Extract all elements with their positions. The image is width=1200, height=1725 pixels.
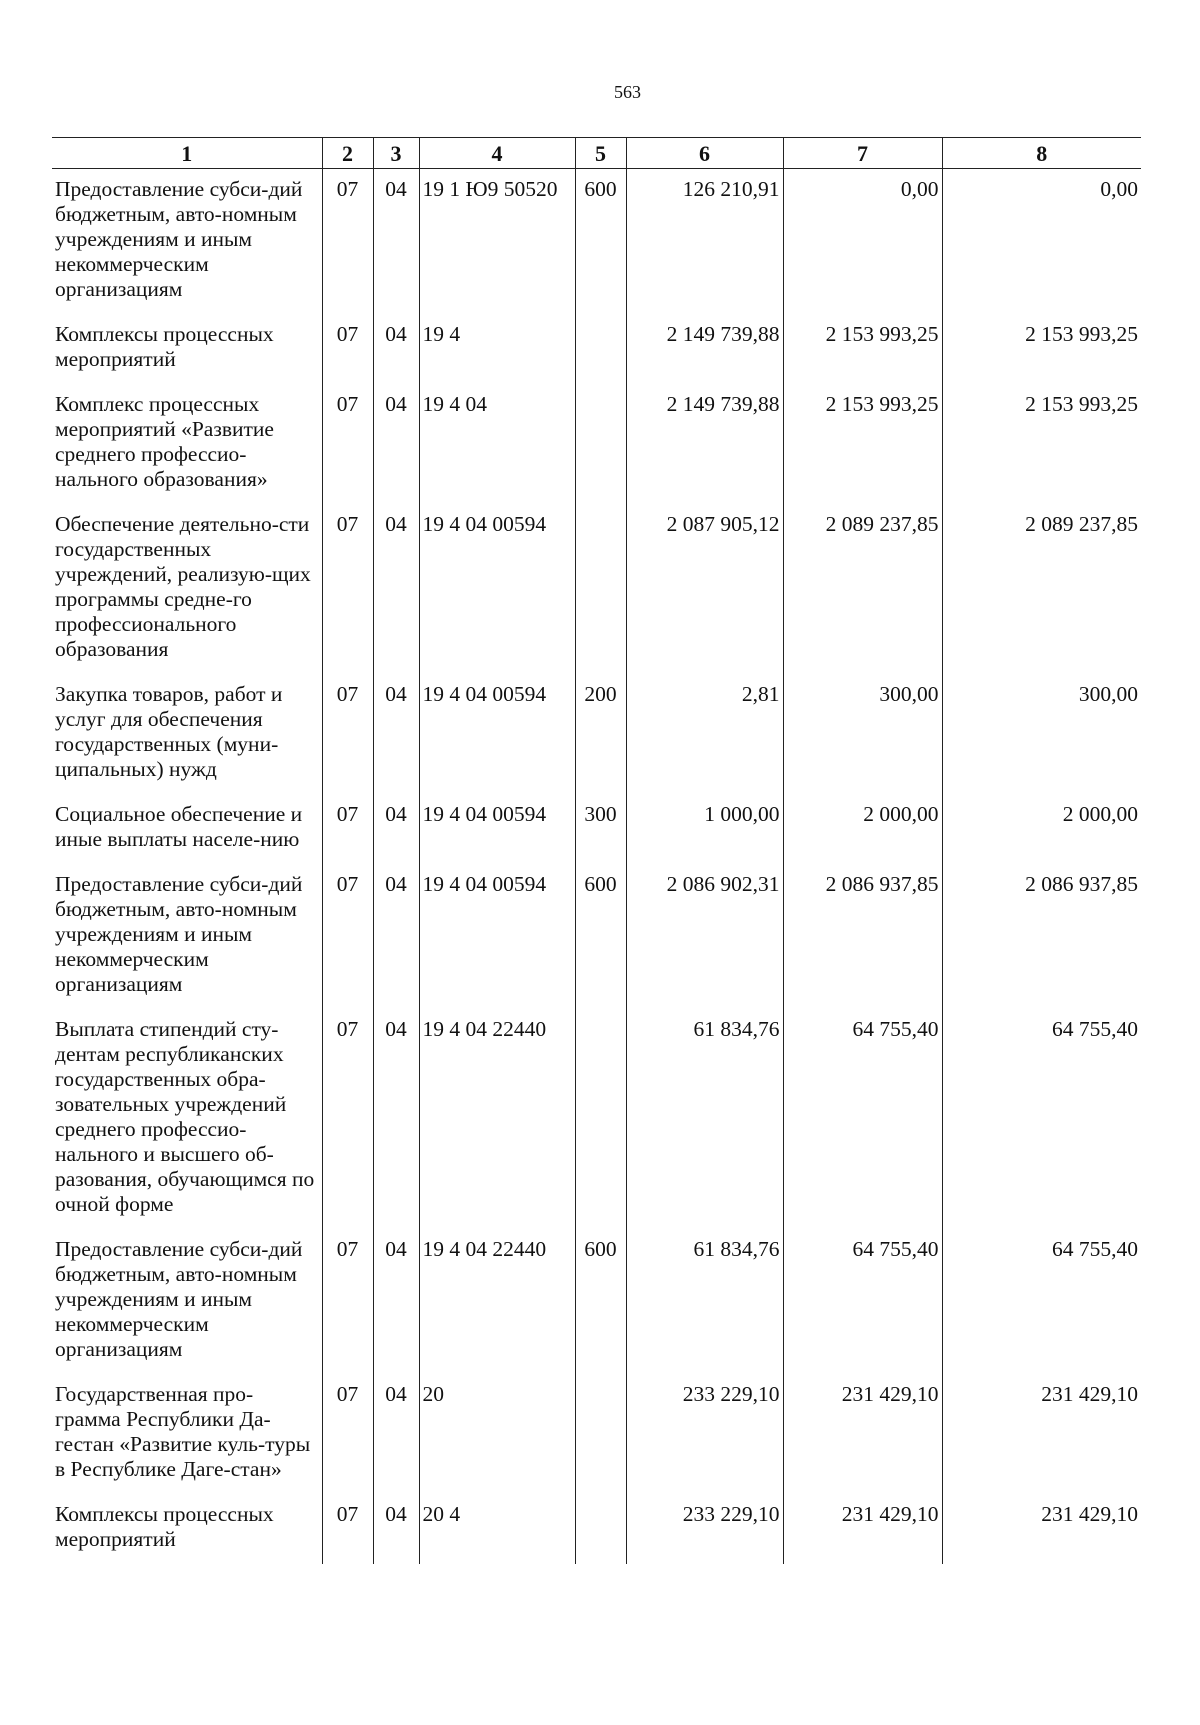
target-article-cell: 19 4 04 00594 xyxy=(419,864,575,1009)
table-row xyxy=(52,674,1141,794)
col-header-5: 5 xyxy=(575,138,626,169)
expense-name-cell: Социальное обеспечение и иные выплаты населе-нию xyxy=(55,802,303,851)
header-row xyxy=(52,138,1141,169)
section-code-cell: 07 xyxy=(322,169,373,315)
table-row xyxy=(52,1229,1141,1374)
table-row xyxy=(52,864,1141,1009)
amount-col6-cell: 233 229,10 xyxy=(626,1494,783,1564)
amount-col8-cell: 2 000,00 xyxy=(942,794,1141,864)
expense-name-cell: Выплата стипендий сту-дентам республиканских государственных обра-зовательных учреждений среднего профессио-нального и высшего об-разования, обучающимся по очной форме xyxy=(55,1017,315,1216)
table-row xyxy=(52,1374,1141,1494)
expense-name-cell: Закупка товаров, работ и услуг для обеспечения государственных (муни-ципальных) нужд xyxy=(55,682,283,781)
target-article-cell: 19 4 04 xyxy=(419,384,575,504)
subsection-code-cell: 04 xyxy=(373,674,419,794)
target-article-cell: 19 1 Ю9 50520 xyxy=(419,169,575,315)
target-article-cell: 20 xyxy=(419,1374,575,1494)
subsection-code-cell: 04 xyxy=(373,384,419,504)
expense-name-cell: Предоставление субси-дий бюджетным, авто-номным учреждениям и иным некоммерческим организациям xyxy=(55,872,303,996)
expense-type-cell: 600 xyxy=(575,1229,626,1374)
expense-name-cell: Комплекс процессных мероприятий «Развитие среднего профессио-нального образования» xyxy=(55,392,274,491)
expense-name-cell: Государственная про-грамма Республики Да-гестан «Развитие куль-туры в Республике Даге-стан» xyxy=(55,1382,311,1481)
expense-name-cell: Обеспечение деятельно-сти государственных учреждений, реализую-щих программы средне-го профессионального образования xyxy=(55,512,311,661)
amount-col6-cell: 2 087 905,12 xyxy=(626,504,783,674)
amount-col8-cell: 64 755,40 xyxy=(942,1009,1141,1229)
amount-col6-cell: 1 000,00 xyxy=(626,794,783,864)
section-code-cell: 07 xyxy=(322,504,373,674)
expense-type-cell xyxy=(575,1374,626,1494)
expense-type-cell xyxy=(575,384,626,504)
expense-name-cell: Предоставление субси-дий бюджетным, авто-номным учреждениям и иным некоммерческим организациям xyxy=(55,177,303,301)
col-header-2: 2 xyxy=(322,138,373,169)
subsection-code-cell: 04 xyxy=(373,864,419,1009)
amount-col7-cell: 2 086 937,85 xyxy=(783,864,942,1009)
table-row xyxy=(52,794,1141,864)
amount-col8-cell: 231 429,10 xyxy=(942,1494,1141,1564)
target-article-cell: 19 4 04 00594 xyxy=(419,794,575,864)
amount-col8-cell: 64 755,40 xyxy=(942,1229,1141,1374)
section-code-cell: 07 xyxy=(322,1009,373,1229)
amount-col6-cell: 2,81 xyxy=(626,674,783,794)
subsection-code-cell: 04 xyxy=(373,1009,419,1229)
amount-col7-cell: 2 089 237,85 xyxy=(783,504,942,674)
amount-col6-cell: 61 834,76 xyxy=(626,1009,783,1229)
amount-col6-cell: 61 834,76 xyxy=(626,1229,783,1374)
expense-type-cell: 300 xyxy=(575,794,626,864)
col-header-4: 4 xyxy=(419,138,575,169)
amount-col8-cell: 2 086 937,85 xyxy=(942,864,1141,1009)
col-header-7: 7 xyxy=(783,138,942,169)
section-code-cell: 07 xyxy=(322,314,373,384)
target-article-cell: 20 4 xyxy=(419,1494,575,1564)
amount-col7-cell: 231 429,10 xyxy=(783,1494,942,1564)
expense-name-cell: Комплексы процессных мероприятий xyxy=(55,322,274,371)
amount-col7-cell: 2 153 993,25 xyxy=(783,384,942,504)
target-article-cell: 19 4 04 22440 xyxy=(419,1229,575,1374)
section-code-cell: 07 xyxy=(322,674,373,794)
expense-type-cell: 600 xyxy=(575,169,626,315)
amount-col6-cell: 233 229,10 xyxy=(626,1374,783,1494)
amount-col8-cell: 231 429,10 xyxy=(942,1374,1141,1494)
subsection-code-cell: 04 xyxy=(373,314,419,384)
amount-col7-cell: 300,00 xyxy=(783,674,942,794)
section-code-cell: 07 xyxy=(322,864,373,1009)
budget-table xyxy=(52,137,1141,1564)
expense-type-cell: 200 xyxy=(575,674,626,794)
subsection-code-cell: 04 xyxy=(373,1229,419,1374)
expense-type-cell xyxy=(575,314,626,384)
amount-col7-cell: 2 153 993,25 xyxy=(783,314,942,384)
table-row xyxy=(52,169,1141,315)
table-row xyxy=(52,504,1141,674)
amount-col7-cell: 64 755,40 xyxy=(783,1009,942,1229)
target-article-cell: 19 4 04 00594 xyxy=(419,674,575,794)
amount-col8-cell: 300,00 xyxy=(942,674,1141,794)
subsection-code-cell: 04 xyxy=(373,504,419,674)
amount-col7-cell: 0,00 xyxy=(783,169,942,315)
section-code-cell: 07 xyxy=(322,1374,373,1494)
expense-type-cell: 600 xyxy=(575,864,626,1009)
section-code-cell: 07 xyxy=(322,384,373,504)
table-row xyxy=(52,384,1141,504)
subsection-code-cell: 04 xyxy=(373,1374,419,1494)
col-header-1: 1 xyxy=(52,138,322,169)
expense-type-cell xyxy=(575,1494,626,1564)
amount-col7-cell: 2 000,00 xyxy=(783,794,942,864)
col-header-6: 6 xyxy=(626,138,783,169)
amount-col8-cell: 2 089 237,85 xyxy=(942,504,1141,674)
col-header-8: 8 xyxy=(942,138,1141,169)
amount-col7-cell: 64 755,40 xyxy=(783,1229,942,1374)
table-row xyxy=(52,314,1141,384)
section-code-cell: 07 xyxy=(322,794,373,864)
amount-col8-cell: 2 153 993,25 xyxy=(942,384,1141,504)
amount-col6-cell: 2 086 902,31 xyxy=(626,864,783,1009)
amount-col6-cell: 2 149 739,88 xyxy=(626,384,783,504)
amount-col6-cell: 126 210,91 xyxy=(626,169,783,315)
amount-col8-cell: 2 153 993,25 xyxy=(942,314,1141,384)
target-article-cell: 19 4 xyxy=(419,314,575,384)
subsection-code-cell: 04 xyxy=(373,1494,419,1564)
table-row xyxy=(52,1009,1141,1229)
col-header-3: 3 xyxy=(373,138,419,169)
expense-type-cell xyxy=(575,1009,626,1229)
expense-name-cell: Предоставление субси-дий бюджетным, авто-номным учреждениям и иным некоммерческим организациям xyxy=(55,1237,303,1361)
amount-col7-cell: 231 429,10 xyxy=(783,1374,942,1494)
target-article-cell: 19 4 04 00594 xyxy=(419,504,575,674)
section-code-cell: 07 xyxy=(322,1229,373,1374)
table-row xyxy=(52,1494,1141,1564)
subsection-code-cell: 04 xyxy=(373,794,419,864)
target-article-cell: 19 4 04 22440 xyxy=(419,1009,575,1229)
amount-col6-cell: 2 149 739,88 xyxy=(626,314,783,384)
subsection-code-cell: 04 xyxy=(373,169,419,315)
page-number: 563 xyxy=(614,82,641,102)
expense-type-cell xyxy=(575,504,626,674)
section-code-cell: 07 xyxy=(322,1494,373,1564)
amount-col8-cell: 0,00 xyxy=(942,169,1141,315)
expense-name-cell: Комплексы процессных мероприятий xyxy=(55,1502,274,1551)
